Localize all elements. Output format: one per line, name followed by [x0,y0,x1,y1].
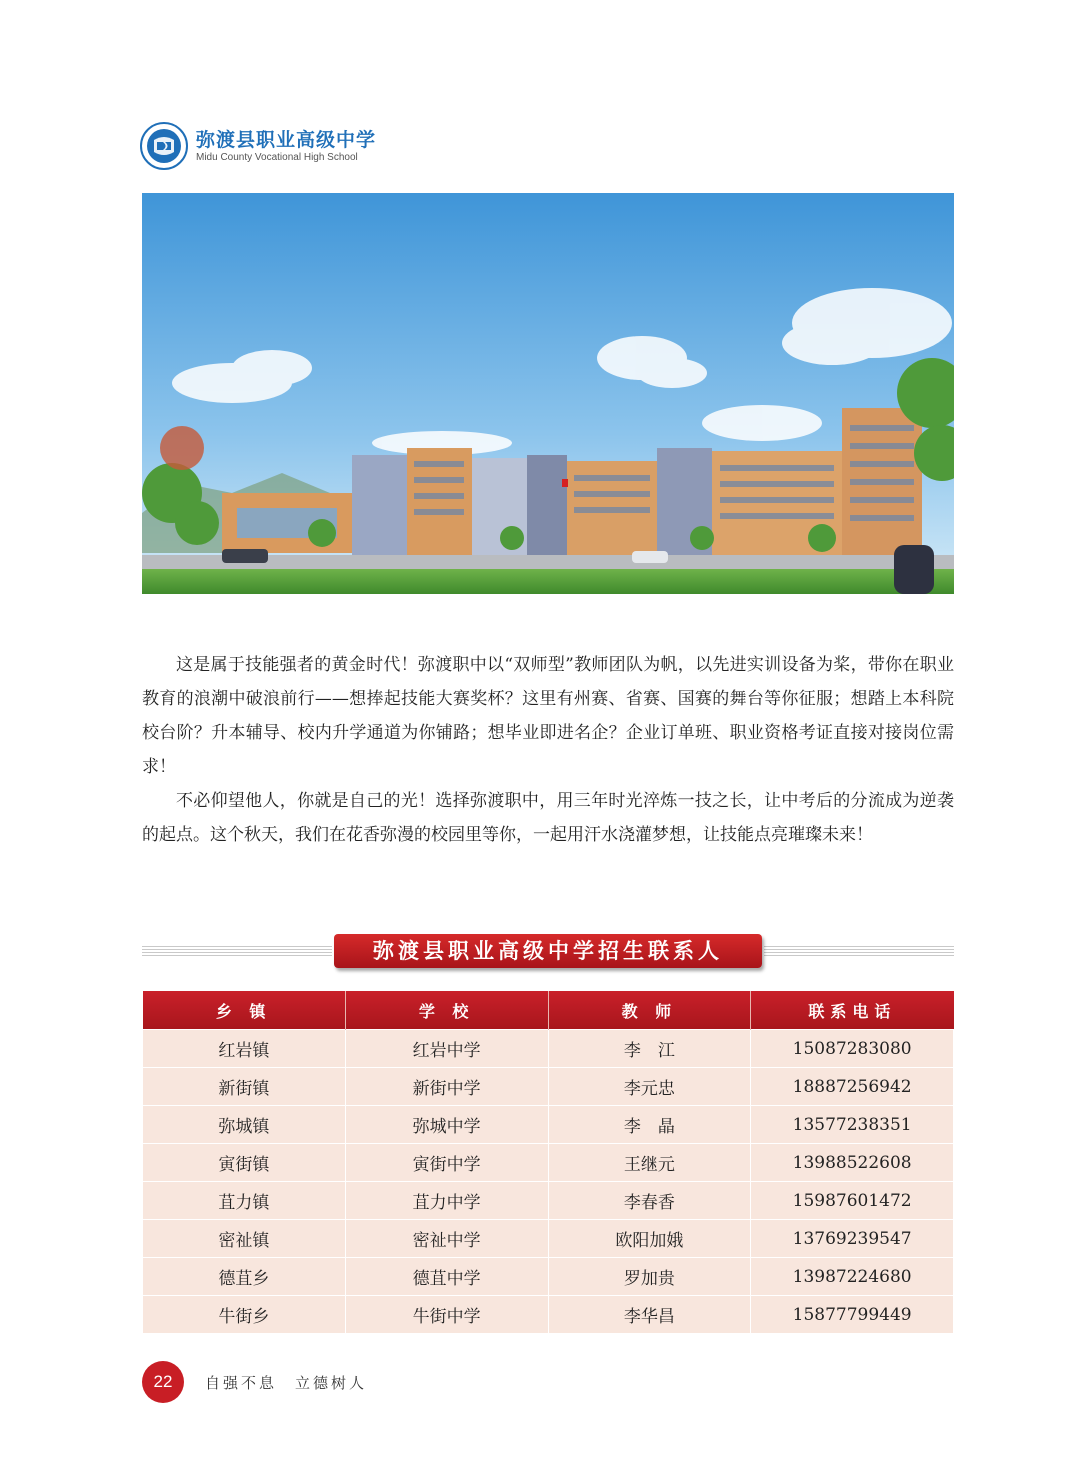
cell-town: 德苴乡 [143,1258,346,1296]
column-header-teacher: 教 师 [548,991,751,1030]
column-header-school: 学 校 [345,991,548,1030]
cell-town: 密祉镇 [143,1220,346,1258]
cell-teacher: 李元忠 [548,1068,751,1106]
section-title: 弥渡县职业高级中学招生联系人 [334,934,762,968]
column-header-phone: 联系电话 [751,991,954,1030]
intro-text [142,648,954,852]
cell-teacher: 李春香 [548,1182,751,1220]
cell-phone: 13577238351 [751,1106,954,1144]
intro-paragraph: 这是属于技能强者的黄金时代！弥渡职中以“双师型”教师团队为帆，以先进实训设备为桨，带你在职业教育的浪潮中破浪前行——想捧起技能大赛奖杯？这里有州赛、省赛、国赛的舞台等你征服；想踏上本科院校台阶？升本辅导、校内升学通道为你铺路；想毕业即进名企？企业订单班、职业资格考证直接对接岗位需求！ [142,655,954,777]
cell-teacher: 李华昌 [548,1296,751,1334]
cell-school: 牛街中学 [345,1296,548,1334]
school-name-en: Midu County Vocational High School [196,152,358,163]
cell-phone: 13987224680 [751,1258,954,1296]
table-row [143,1258,954,1296]
footer-motto: 自强不息 立德树人 [205,1374,368,1392]
cell-town: 新街镇 [143,1068,346,1106]
page-number: 22 [142,1361,184,1403]
decorative-rule [142,946,332,956]
cell-school: 新街中学 [345,1068,548,1106]
cell-school: 苴力中学 [345,1182,548,1220]
cell-school: 弥城中学 [345,1106,548,1144]
cell-phone: 13988522608 [751,1144,954,1182]
cell-town: 苴力镇 [143,1182,346,1220]
cell-town: 牛街乡 [143,1296,346,1334]
table-row [143,1144,954,1182]
campus-building-photo [142,193,954,594]
table-row [143,1220,954,1258]
section-title-banner [142,932,954,972]
decorative-rule [764,946,954,956]
cell-teacher: 欧阳加娥 [548,1220,751,1258]
cell-phone: 15087283080 [751,1030,954,1068]
cell-teacher: 罗加贵 [548,1258,751,1296]
table-row [143,1068,954,1106]
school-logo-icon [140,122,188,170]
cell-town: 红岩镇 [143,1030,346,1068]
cell-school: 寅街中学 [345,1144,548,1182]
cell-phone: 13769239547 [751,1220,954,1258]
cell-teacher: 李 晶 [548,1106,751,1144]
cell-phone: 15877799449 [751,1296,954,1334]
admissions-contact-table [142,991,954,1334]
table-row [143,1182,954,1220]
school-header [140,122,460,172]
cell-school: 密祉中学 [345,1220,548,1258]
intro-paragraph: 不必仰望他人，你就是自己的光！选择弥渡职中，用三年时光淬炼一技之长，让中考后的分流成为逆袭的起点。这个秋天，我们在花香弥漫的校园里等你，一起用汗水浇灌梦想，让技能点亮璀璨未来！ [142,791,954,845]
cell-town: 弥城镇 [143,1106,346,1144]
table-row [143,1030,954,1068]
cell-phone: 15987601472 [751,1182,954,1220]
cell-school: 德苴中学 [345,1258,548,1296]
cell-teacher: 王继元 [548,1144,751,1182]
cell-school: 红岩中学 [345,1030,548,1068]
table-header-row [143,991,954,1030]
cell-town: 寅街镇 [143,1144,346,1182]
cell-phone: 18887256942 [751,1068,954,1106]
column-header-town: 乡 镇 [143,991,346,1030]
table-row [143,1106,954,1144]
cell-teacher: 李 江 [548,1030,751,1068]
school-name-cn: 弥渡县职业高级中学 [196,129,377,151]
table-row [143,1296,954,1334]
